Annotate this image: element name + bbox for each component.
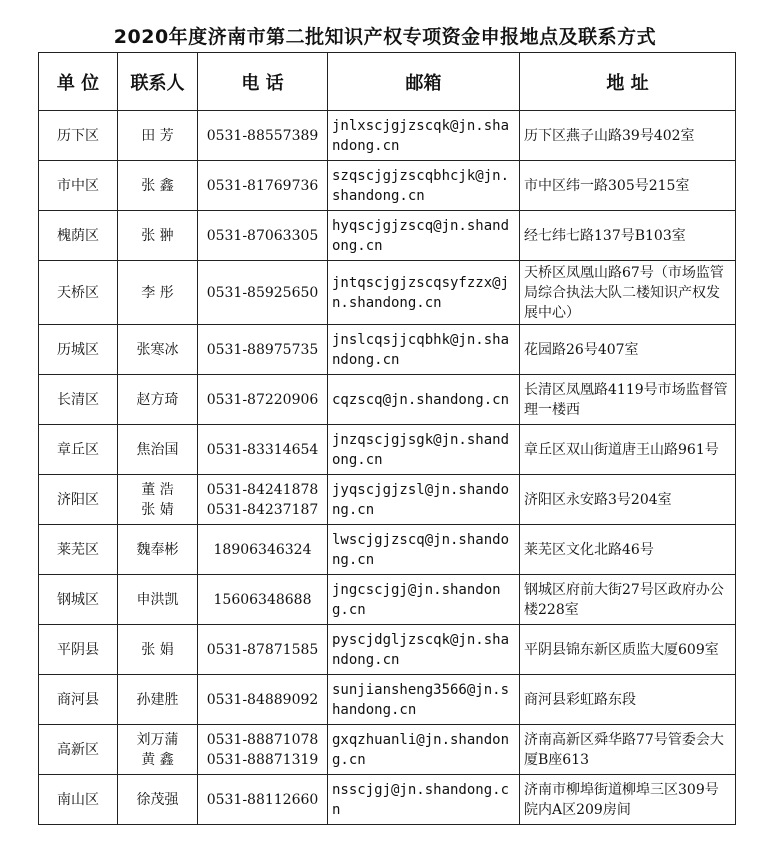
unit-cell: 历下区 — [39, 111, 118, 161]
phone-number: 0531-88871319 — [206, 751, 319, 768]
table-header-row — [39, 53, 736, 111]
phone-number: 18906346324 — [213, 541, 312, 558]
table-row — [39, 111, 736, 161]
phone-number: 0531-88557389 — [206, 127, 319, 144]
address-cell: 长清区凤凰路4119号市场监督管理一楼西 — [520, 375, 736, 425]
email-cell: jyqscjgjzsl@jn.shandong.cn — [328, 475, 520, 525]
contact-name: 董 浩 — [141, 481, 174, 498]
phone-cell — [198, 211, 328, 261]
address-cell: 花园路26号407室 — [520, 325, 736, 375]
header-contact: 联系人 — [118, 53, 198, 111]
table-row — [39, 375, 736, 425]
unit-cell: 天桥区 — [39, 261, 118, 325]
table-row — [39, 161, 736, 211]
contact-name: 申洪凯 — [136, 591, 179, 608]
phone-number: 0531-81769736 — [206, 177, 319, 194]
address-cell: 莱芜区文化北路46号 — [520, 525, 736, 575]
table-row — [39, 625, 736, 675]
address-cell: 平阴县锦东新区质监大厦609室 — [520, 625, 736, 675]
page-title: 2020年度济南市第二批知识产权专项资金申报地点及联系方式 — [113, 26, 657, 48]
unit-cell: 钢城区 — [39, 575, 118, 625]
phone-number: 0531-87871585 — [206, 641, 319, 658]
email-cell: szqscjgjzscqbhcjk@jn.shandong.cn — [328, 161, 520, 211]
contact-cell — [118, 325, 198, 375]
phone-cell — [198, 325, 328, 375]
email-cell: jngcscjgj@jn.shandong.cn — [328, 575, 520, 625]
unit-cell: 莱芜区 — [39, 525, 118, 575]
phone-number: 0531-87063305 — [206, 227, 319, 244]
unit-cell: 章丘区 — [39, 425, 118, 475]
contact-cell — [118, 675, 198, 725]
unit-cell: 长清区 — [39, 375, 118, 425]
contact-cell — [118, 211, 198, 261]
contact-cell — [118, 425, 198, 475]
phone-number: 0531-85925650 — [206, 284, 319, 301]
table-row — [39, 575, 736, 625]
header-phone: 电 话 — [198, 53, 328, 111]
contact-cell — [118, 575, 198, 625]
phone-cell — [198, 725, 328, 775]
unit-cell: 高新区 — [39, 725, 118, 775]
address-cell: 商河县彩虹路东段 — [520, 675, 736, 725]
contact-name: 田 芳 — [141, 127, 174, 144]
table-row — [39, 775, 736, 825]
phone-number: 0531-87220906 — [206, 391, 319, 408]
contact-name: 徐茂强 — [136, 791, 179, 808]
contact-name: 赵方琦 — [136, 391, 179, 408]
phone-number: 0531-88871078 — [206, 731, 319, 748]
header-unit: 单 位 — [39, 53, 118, 111]
phone-cell — [198, 525, 328, 575]
address-cell: 历下区燕子山路39号402室 — [520, 111, 736, 161]
unit-cell: 历城区 — [39, 325, 118, 375]
phone-cell — [198, 161, 328, 211]
phone-number: 0531-84237187 — [206, 501, 319, 518]
phone-number: 15606348688 — [213, 591, 312, 608]
phone-cell — [198, 475, 328, 525]
table-row — [39, 261, 736, 325]
phone-cell — [198, 375, 328, 425]
email-cell: jnlxscjgjzscqk@jn.shandong.cn — [328, 111, 520, 161]
email-cell: gxqzhuanli@jn.shandong.cn — [328, 725, 520, 775]
contact-name: 焦治国 — [136, 441, 179, 458]
address-cell: 市中区纬一路305号215室 — [520, 161, 736, 211]
contact-name: 李 彤 — [141, 284, 174, 301]
address-cell: 经七纬七路137号B103室 — [520, 211, 736, 261]
contact-cell — [118, 375, 198, 425]
phone-number: 0531-88975735 — [206, 341, 319, 358]
header-address: 地 址 — [520, 53, 736, 111]
table-row — [39, 675, 736, 725]
phone-cell — [198, 111, 328, 161]
table-row — [39, 525, 736, 575]
table-body — [39, 111, 736, 825]
address-cell: 天桥区凤凰山路67号（市场监管局综合执法大队二楼知识产权发展中心） — [520, 261, 736, 325]
phone-number: 0531-84241878 — [206, 481, 319, 498]
contact-cell — [118, 525, 198, 575]
contact-cell — [118, 261, 198, 325]
contact-name: 张 婧 — [141, 501, 174, 518]
contact-name: 张寒冰 — [136, 341, 179, 358]
address-cell: 济阳区永安路3号204室 — [520, 475, 736, 525]
email-cell: lwscjgjzscq@jn.shandong.cn — [328, 525, 520, 575]
email-cell: pyscjdgljzscqk@jn.shandong.cn — [328, 625, 520, 675]
phone-cell — [198, 575, 328, 625]
header-email: 邮箱 — [328, 53, 520, 111]
address-cell: 钢城区府前大街27号区政府办公楼228室 — [520, 575, 736, 625]
contact-name: 魏奉彬 — [136, 541, 179, 558]
email-cell: jnslcqsjjcqbhk@jn.shandong.cn — [328, 325, 520, 375]
table-row — [39, 725, 736, 775]
unit-cell: 南山区 — [39, 775, 118, 825]
contact-name: 黄 鑫 — [141, 751, 174, 768]
phone-cell — [198, 775, 328, 825]
phone-number: 0531-83314654 — [206, 441, 319, 458]
phone-number: 0531-84889092 — [206, 691, 319, 708]
contact-cell — [118, 161, 198, 211]
contact-name: 张 娟 — [141, 641, 174, 658]
unit-cell: 商河县 — [39, 675, 118, 725]
unit-cell: 槐荫区 — [39, 211, 118, 261]
email-cell: sunjiansheng3566@jn.shandong.cn — [328, 675, 520, 725]
phone-cell — [198, 425, 328, 475]
contact-table — [38, 52, 736, 825]
unit-cell: 济阳区 — [39, 475, 118, 525]
phone-number: 0531-88112660 — [206, 791, 319, 808]
contact-name: 孙建胜 — [136, 691, 179, 708]
email-cell: nsscjgj@jn.shandong.cn — [328, 775, 520, 825]
email-cell: cqzscq@jn.shandong.cn — [328, 375, 520, 425]
address-cell: 济南高新区舜华路77号管委会大厦B座613 — [520, 725, 736, 775]
unit-cell: 市中区 — [39, 161, 118, 211]
contact-name: 张 翀 — [141, 227, 174, 244]
contact-cell — [118, 475, 198, 525]
email-cell: jntqscjgjzscqsyfzzx@jn.shandong.cn — [328, 261, 520, 325]
table-row — [39, 325, 736, 375]
email-cell: hyqscjgjzscq@jn.shandong.cn — [328, 211, 520, 261]
contact-name: 刘万蒲 — [136, 731, 179, 748]
unit-cell: 平阴县 — [39, 625, 118, 675]
phone-cell — [198, 261, 328, 325]
address-cell: 济南市柳埠街道柳埠三区309号院内A区209房间 — [520, 775, 736, 825]
phone-cell — [198, 625, 328, 675]
email-cell: jnzqscjgjsgk@jn.shandong.cn — [328, 425, 520, 475]
contact-cell — [118, 111, 198, 161]
contact-cell — [118, 775, 198, 825]
phone-cell — [198, 675, 328, 725]
contact-cell — [118, 725, 198, 775]
address-cell: 章丘区双山街道唐王山路961号 — [520, 425, 736, 475]
contact-name: 张 鑫 — [141, 177, 174, 194]
table-row — [39, 425, 736, 475]
contact-cell — [118, 625, 198, 675]
table-row — [39, 211, 736, 261]
table-row — [39, 475, 736, 525]
